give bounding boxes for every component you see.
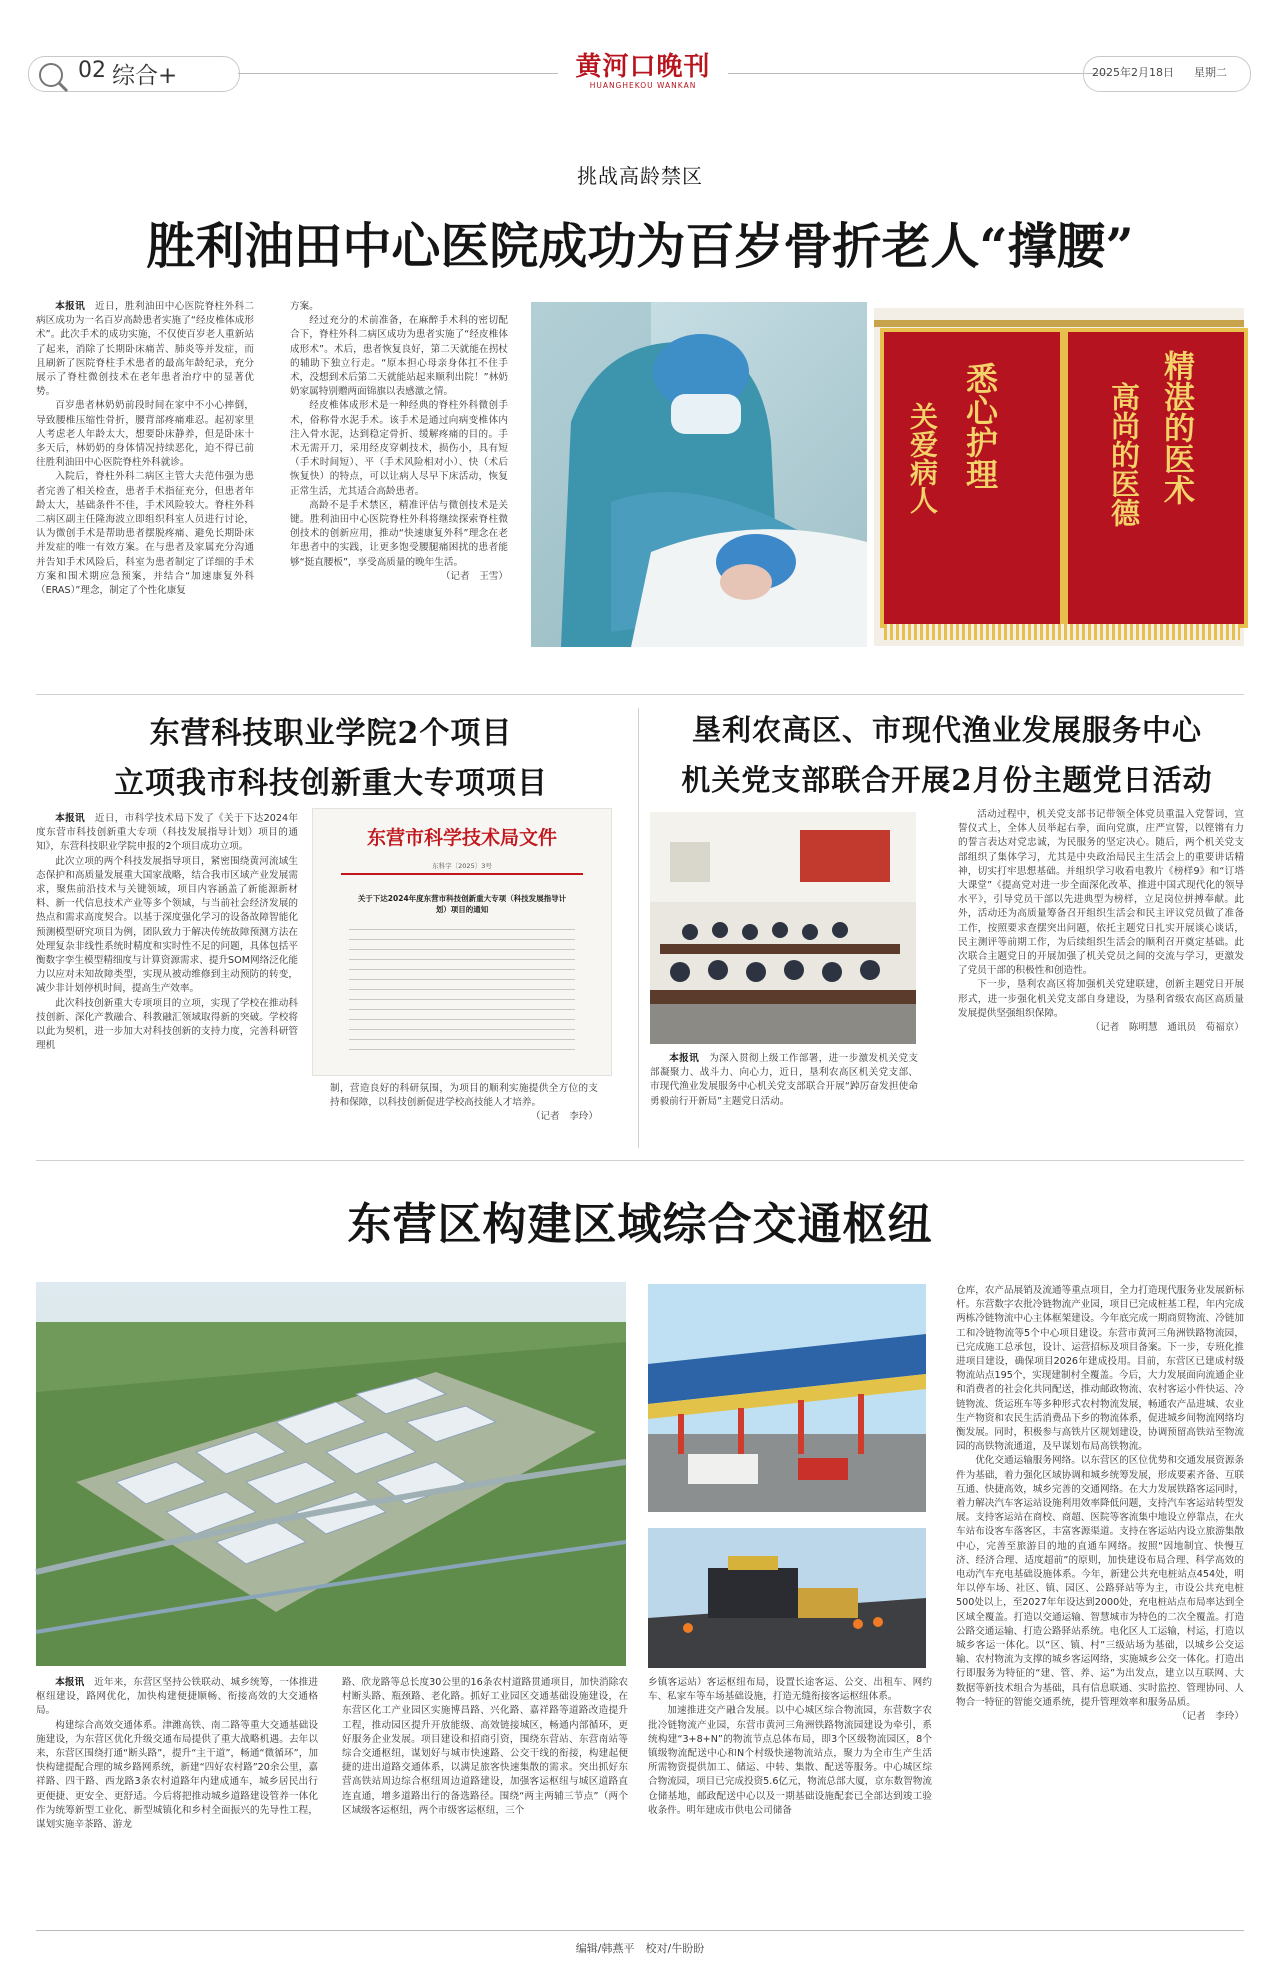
article3-byline: （记者 陈明慧 通讯员 荀福京） bbox=[1090, 1022, 1244, 1034]
document-red-rule bbox=[341, 873, 583, 875]
search-icon bbox=[36, 60, 70, 94]
article1-column-2: 方案。 经过充分的术前准备，在麻醉手术科的密切配合下，脊柱外科二病区成功为患者实施了“经皮椎体成形术”。术后，患者恢复良好，第二天就能在拐杖的辅助下独立行走。“原本担心母亲身体扛不住手术，没想到术后第二天就能站起来顺利出院！”林奶奶家属特别赠两面锦旗以表感激之情。 经皮椎体成形术是一种经典的脊柱外科微创手术，俗称骨水泥手术。该手术是通过向病变椎体内注入骨水泥，达到稳定骨折、缓解疼痛的目的。手术无需开刀，采用经皮穿刺技术，损伤小，具有短（手术时间短）、平（手术风险相对小）、快（术后恢复快）的特点，可以让病人尽早下床活动，恢复正常生活，尤其适合高龄患者。 高龄不是手术禁区，精准评估与微创技术是关键。胜利油田中心医院脊柱外科将继续探索脊柱微创技术的创新应用，推动“快速康复外科”理念在老年患者中的实践，让更多饱受腰腿痛困扰的患者能够“挺直腰板”，享受高质量的晚年生活。 （记者 王雪） bbox=[290, 300, 508, 682]
article2-byline: （记者 李玲） bbox=[530, 1111, 598, 1123]
issue-weekday: 星期二 bbox=[1194, 66, 1227, 79]
banner-rod bbox=[874, 320, 1244, 327]
article2-column-2: 制，营造良好的科研氛围，为项目的顺利实施提供全方位的支持和保障，以科技创新促进学校高技能人才培养。 （记者 李玲） bbox=[330, 1082, 598, 1142]
article4-paving-photo bbox=[648, 1528, 926, 1668]
article3-column-1: 本报讯 为深入贯彻上级工作部署，进一步激发机关党支部凝聚力、战斗力、向心力，近日，垦利农高区机关党支部、市现代渔业发展服务中心机关党支部联合开展“踔厉奋发担使命 勇毅前行开新局”主题党日活动。 bbox=[650, 1053, 928, 1107]
footer-editors: 编辑/韩燕平 校对/牛盼盼 bbox=[575, 1942, 705, 1955]
section-name: 综合+ bbox=[112, 63, 178, 89]
article2-document-image bbox=[312, 808, 612, 1076]
article2-column-1: 本报讯 近日，市科学技术局下发了《关于下达2024年度东营市科技创新重大专项（科技发展指导计划）项目的通知》，东营科技职业学院申报的2个项目成功立项。 此次立项的两个科技发展指导项目，紧密围绕黄河流域生态保护和高质量发展重大国家战略，结合我市区域产业发展需求，聚焦前沿技术与关键领域，项目内容涵盖了新能源新材料、新一代信息技术产业等多个领域，与当前社会经济发展的热点和需求高度契合。以基于深度强化学习的设备故障智能化预测模型研究项目为例，团队致力于解决传统故障预测方法在处理复杂非线性系统时精度和实时性不足的问题，具体包括平衡数字孪生模型精细度与计算资源需求、提升SOM网络泛化能力以应对未知故障类型，实现从被动维修到主动预防的转变，减少非计划停机时间，提高生产效率。 此次科技创新重大专项项目的立项，实现了学校在推动科技创新、深化产教融合、科教融汇领域取得新的突破。学校将以此为契机，进一步加大对科技创新的支持力度，完善科研管理机 bbox=[36, 813, 299, 1052]
article4-column-2: 路、欣龙路等总长度30公里的16条农村道路贯通项目，加快消除农村断头路、瓶颈路、老化路。抓好工业园区交通基础设施建设，在东营区化工产业园区实施博昌路、兴化路、嘉祥路等道路改造提升工程，推动园区提升开放能级、高效链接城区，畅通内部循环，更好服务企业发展。项目建设和招商引资，围绕东营站、东营南站等综合交通枢纽，谋划好与城市快速路、公交干线的衔接，构建起便捷的进出道路交通体系，以满足旅客快速集散的需求。突出抓好东营高铁站周边综合枢纽周边道路建设，加强客运枢纽与城区道路直连直通，增多道路出行的备选路径。围绕“两主两辅三节点”（两个区域级客运枢纽，两个市级客运枢纽，三个 bbox=[342, 1677, 628, 1816]
banner-left bbox=[880, 328, 1064, 628]
article4-column-1: 本报讯 近年来，东营区坚持公铁联动、城乡统筹，一体推进枢纽建设，路网优化，加快构建便捷顺畅、衔接高效的大交通格局。 构建综合高效交通体系。津潍高铁、南二路等重大交通基础设施建设，为东营区优化升级交通布局提供了重大战略机遇。去年以来，东营区围绕打通“断头路”，提升“主干道”，畅通“微循环”，加快构建提配合理的城乡路网系统，新建“四好农村路”20余公里，嘉祥路、四干路、西龙路3条农村道路年内建成通车，城乡居民出行更便捷、更安全、更舒适。今后将把推动城乡道路建设管养一体化作为统筹新型工业化、新型城镇化和乡村全面振兴的先导性工程，谋划实施辛茶路、游龙 bbox=[36, 1677, 319, 1831]
divider-2 bbox=[36, 1160, 1244, 1161]
article1-surgery-photo bbox=[531, 302, 867, 647]
article3-title-line1: 垦利农高区、市现代渔业发展服务中心 bbox=[691, 713, 1202, 747]
banner-left-sub: 关爱病人 bbox=[906, 402, 939, 514]
article1-title: 胜利油田中心医院成功为百岁骨折老人“撑腰” bbox=[146, 217, 1134, 275]
article3-meeting-photo bbox=[650, 812, 916, 1044]
article1-byline: （记者 王雪） bbox=[440, 570, 508, 582]
article1-kicker: 挑战高龄禁区 bbox=[577, 164, 703, 188]
page-header bbox=[28, 50, 1252, 96]
article4-aerial-photo bbox=[36, 1282, 626, 1666]
article2-title-line1: 东营科技职业学院2个项目 bbox=[149, 716, 513, 751]
article2-title-line2: 立项我市科技创新重大专项项目 bbox=[114, 766, 548, 801]
article3-title-line2: 机关党支部联合开展2月份主题党日活动 bbox=[681, 763, 1213, 797]
document-body-lines bbox=[349, 929, 575, 1059]
header-rule-left bbox=[238, 73, 558, 74]
masthead: 黄河口晚刊 bbox=[575, 52, 711, 82]
article4-bridge-photo bbox=[648, 1284, 926, 1512]
banner-left-main: 悉心护理 bbox=[961, 362, 999, 490]
masthead-pinyin: HUANGHEKOU WANKAN bbox=[589, 81, 697, 90]
article4-column-4: 仓库，农产品展销及流通等重点项目，全力打造现代服务业发展新标杆。东营数字农批冷链物流产业园，项目已完成桩基工程，年内完成两栋冷链物流中心主体框架建设。今年底完成一期商贸物流、冷链加工和冷链物流等5个中心项目建设。东营市黄河三角洲铁路物流园，已完成施工总承包，设计、运营招标及项目备案。下一步，专班化推进项目建设，确保项目2026年建成投用。目前，东营区已建成村级物流站点195个，实现建制村全覆盖。今后，大力发展面向流通企业和消费者的社会化共同配送，推动邮政物流、农村客运小件快运、冷链物流、货运班车等多种形式农村物流发展，畅通农产品进城、农业生产物资和农民生活消费品下乡的物流体系，促进城乡间物流网络均衡发展。同时，积极参与高铁片区规划建设，协调预留高铁站至物流园的高铁物流通道，及早谋划布局高铁物流。 优化交通运输服务网络。以东营区的区位优势和交通发展资源条件为基础，着力强化区域协调和城乡统筹发展，形成要素齐备、互联互通、快捷高效，城乡完善的交通网络。在大力发展铁路客运同时，着力解决汽车客运站设施利用效率降低问题，支持汽车客运站转型发展。支持客运站在商校、商超、医院等客流集中地设立停靠点，在火车站布设客车落客区，丰富客源渠道。支持在客运站内设立旅游集散中心，完善至旅游目的地的直通车网络。按照“因地制宜、快慢互济、经济合理、适度超前”的原则，加快建设布局合理、科学高效的电动汽车充电基础设施体系。今年，新建公共充电桩站点454处，明年以停车场、社区、镇、园区、公路驿站等为主，市设公共充电桩500处以上，至2027年年设达到2000处，充电桩站点布局率达到全区域全覆盖。打造以交通运输、智慧城市为特色的二次全覆盖。打造公路交通运输、打造公路驿站系统。电化区人工运输，村运，打造以城乡客运一体化。以“区、镇、村”三级站场为基础，以城乡公交运输、农村物流为支撑的城乡客运网络，实施城乡公交一体化。打造出行即服务为特征的“建、管、养、运”为出发点，建立以互联网、大数据等新技术组合为基础，具有信息联通、实时监控、管理协同、人物合一特征的智能交通系统，提升管理效率和服务品质。 （记者 李玲） bbox=[956, 1284, 1244, 1902]
document-title: 关于下达2024年度东营市科技创新重大专项（科技发展指导计划）项目的通知 bbox=[357, 894, 567, 914]
article4-column-3: 乡镇客运站）客运枢纽布局，设置长途客运、公交、出租车、网约车、私家车等车场基础设施，打造无缝衔接客运枢纽体系。 加速推进交产融合发展。以中心城区综合物流园，东营数字农批冷链物流产业园，东营市黄河三角洲铁路物流园建设为牵引，系统构建“3+8+N”的物流节点总体布局，即3个区级物流园区，8个镇级物流配送中心和N个村级快递物流站点，聚力为全市生产生活所需物资提供加工、储运、中转、集散、配送等服务。中心城区综合物流园，项目已完成投资5.6亿元，物流总部大厦，京东数智物流仓储基地，邮政配送中心以及一期基础设施配套已全部达到竣工验收条件。明年建成市供电公司储备 bbox=[648, 1677, 932, 1816]
article1-column-1: 本报讯 近日，胜利油田中心医院脊柱外科二病区成功为一名百岁高龄患者实施了“经皮椎体成形术”。此次手术的成功实施，不仅使百岁老人重新站了起来，消除了长期卧床痛苦、肺炎等并发症，而且刷新了医院脊柱手术患者的最高年龄纪录，充分展示了脊柱微创技术在老年患者治疗中的显著优势。 百岁患者林奶奶前段时间在家中不小心摔倒，导致腰椎压缩性骨折，腰背部疼痛难忍。起初家里人考虑老人年龄太大，想要卧床静养，但是卧床十多天后，林奶奶的身体情况持续恶化，迫不得已前往胜利油田中心医院脊柱外科就诊。 入院后，脊柱外科二病区主管大夫范伟强为患者完善了相关检查，患者手术指征充分，但患者年龄太大，基础条件不佳，手术风险较大。脊柱外科二病区副主任隆海波立即组织科室人员进行讨论，认为微创手术是帮助患者摆脱疼痛、避免长期卧床并发症的唯一有效方案。在与患者及家属充分沟通并告知手术风险后，科室为患者制定了详细的手术方案和围术期应急预案，并结合“加速康复外科（ERAS）”理念，制定了个性化康复 bbox=[36, 301, 255, 597]
document-header: 东营市科学技术局文件 bbox=[366, 827, 557, 849]
page-number: 02 bbox=[78, 58, 106, 83]
article1-banners-photo bbox=[874, 308, 1244, 646]
article4-byline: （记者 李玲） bbox=[1176, 1711, 1244, 1723]
banner-fringe bbox=[884, 624, 1240, 640]
document-number: 东科字〔2025〕3号 bbox=[432, 862, 492, 870]
issue-date: 2025年2月18日 bbox=[1092, 66, 1174, 79]
banner-right-sub: 高尚的医德 bbox=[1107, 382, 1141, 527]
article4-title: 东营区构建区域综合交通枢纽 bbox=[347, 1199, 933, 1250]
footer-rule bbox=[36, 1930, 1244, 1931]
banner-right-main: 精湛的医术 bbox=[1158, 350, 1194, 505]
header-rule-right bbox=[728, 73, 1108, 74]
banner-right bbox=[1064, 328, 1248, 628]
column-divider-vertical bbox=[638, 708, 639, 1148]
divider-1 bbox=[36, 694, 1244, 695]
article3-column-2: 活动过程中，机关党支部书记带领全体党员重温入党誓词，宣誓仪式上，全体人员举起右拳，面向党旗，庄严宣誓，以铿锵有力的誓言表达对党忠诚，为民服务的坚定决心。随后，两个机关党支部组织了集体学习，尤其是中央政治局民主生活会上的重要讲话精神，切实打牢思想基础。并组织学习收看电教片《榜样9》和“订塔大课堂”《提高党对进一步全面深化改革、推进中国式现代化的领导水平》，引导党员干部以先进典型为榜样，立足岗位拼搏奉献。此外，活动还为高质量筹备召开组织生活会和民主评议党员做了准备工作，按照要求查摆突出问题，依托主题党日扎实开展谈心谈话，民主测评等前期工作，为后续组织生活会的顺利召开奠定基础。此次联合主题党日的开展加强了机关党员之间的交流与学习，更激发了党员干部的积极性和创造性。 下一步，垦利农高区将加强机关党建联建，创新主题党日开展形式，进一步强化机关党支部自身建设，为垦利省级农高区高质量发展提供坚强组织保障。 （记者 陈明慧 通讯员 荀福京） bbox=[958, 808, 1244, 1148]
